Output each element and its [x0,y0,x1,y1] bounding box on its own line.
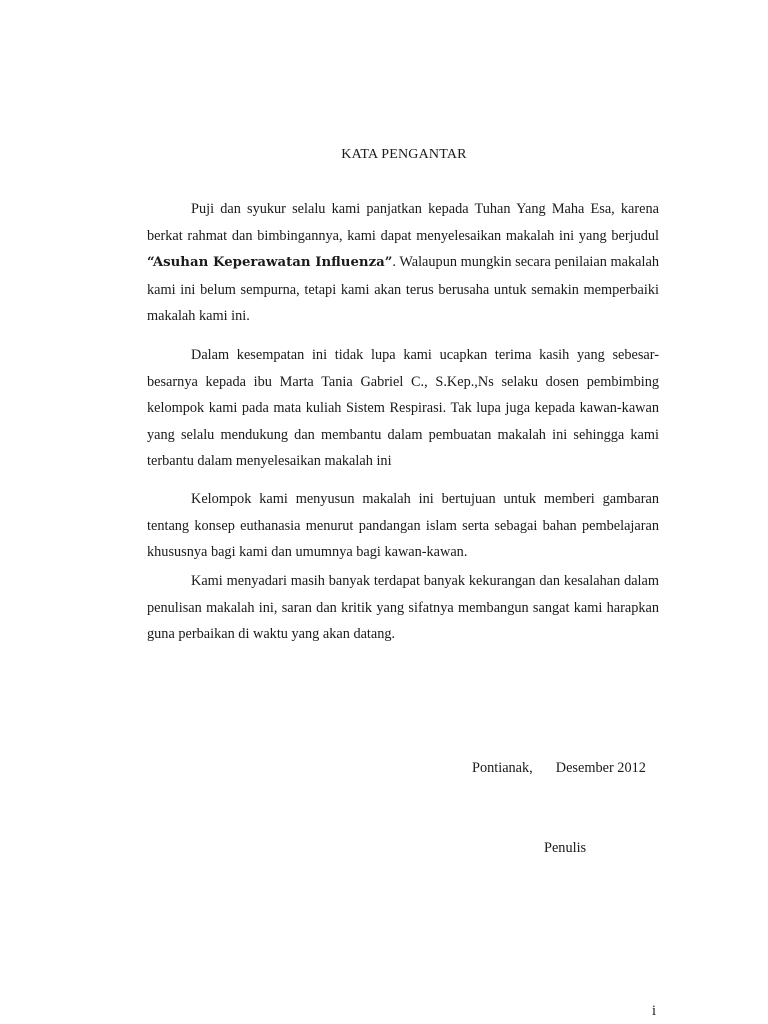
paragraph-3-text: Kelompok kami menyusun makalah ini bertujuan untuk memberi gambaran tentang konsep euthanasia menurut pandangan islam serta sebagai bahan pembelajaran khususnya bagi kami dan umumnya bagi kawan-kawan. [147,491,659,560]
place-and-date [472,760,646,777]
paper-title-emphasis: “Asuhan Keperawatan Influenza” [147,255,393,270]
paragraph-4 [147,568,659,648]
paragraph-1 [147,196,659,330]
paragraph-3 [147,486,659,566]
paragraph-1-rest: . Walaupun mungkin secara penilaian makalah kami ini belum sempurna, tetapi kami akan terus berusaha untuk semakin memperbaiki makalah kami ini. [147,254,659,324]
page-title: KATA PENGANTAR [341,147,467,162]
paragraph-4-text: Kami menyadari masih banyak terdapat banyak kekurangan dan kesalahan dalam penulisan makalah ini, saran dan kritik yang sifatnya membangun sangat kami harapkan guna perbaikan di waktu yang akan datang. [147,573,659,642]
place-label: Pontianak, [472,760,533,776]
page-number: i [652,1003,656,1019]
author-signature: Penulis [544,840,587,856]
date-label: Desember 2012 [555,760,646,776]
paragraph-2-text: Dalam kesempatan ini tidak lupa kami ucapkan terima kasih yang sebesar-besarnya kepada ibu Marta Tania Gabriel C., S.Kep.,Ns selaku dosen pembimbing kelompok kami pada mata kuliah Sistem Respirasi. Tak lupa juga kepada kawan-kawan yang selalu mendukung dan membantu dalam pembuatan makalah ini sehingga kami terbantu dalam menyelesaikan makalah ini [147,347,659,469]
paragraph-1-intro: Puji dan syukur selalu kami panjatkan kepada Tuhan Yang Maha Esa, karena berkat rahmat dan bimbingannya, kami dapat menyelesaikan makalah ini yang berjudul [147,201,659,244]
paragraph-2 [147,342,659,475]
paragraph-1-text [147,196,659,330]
